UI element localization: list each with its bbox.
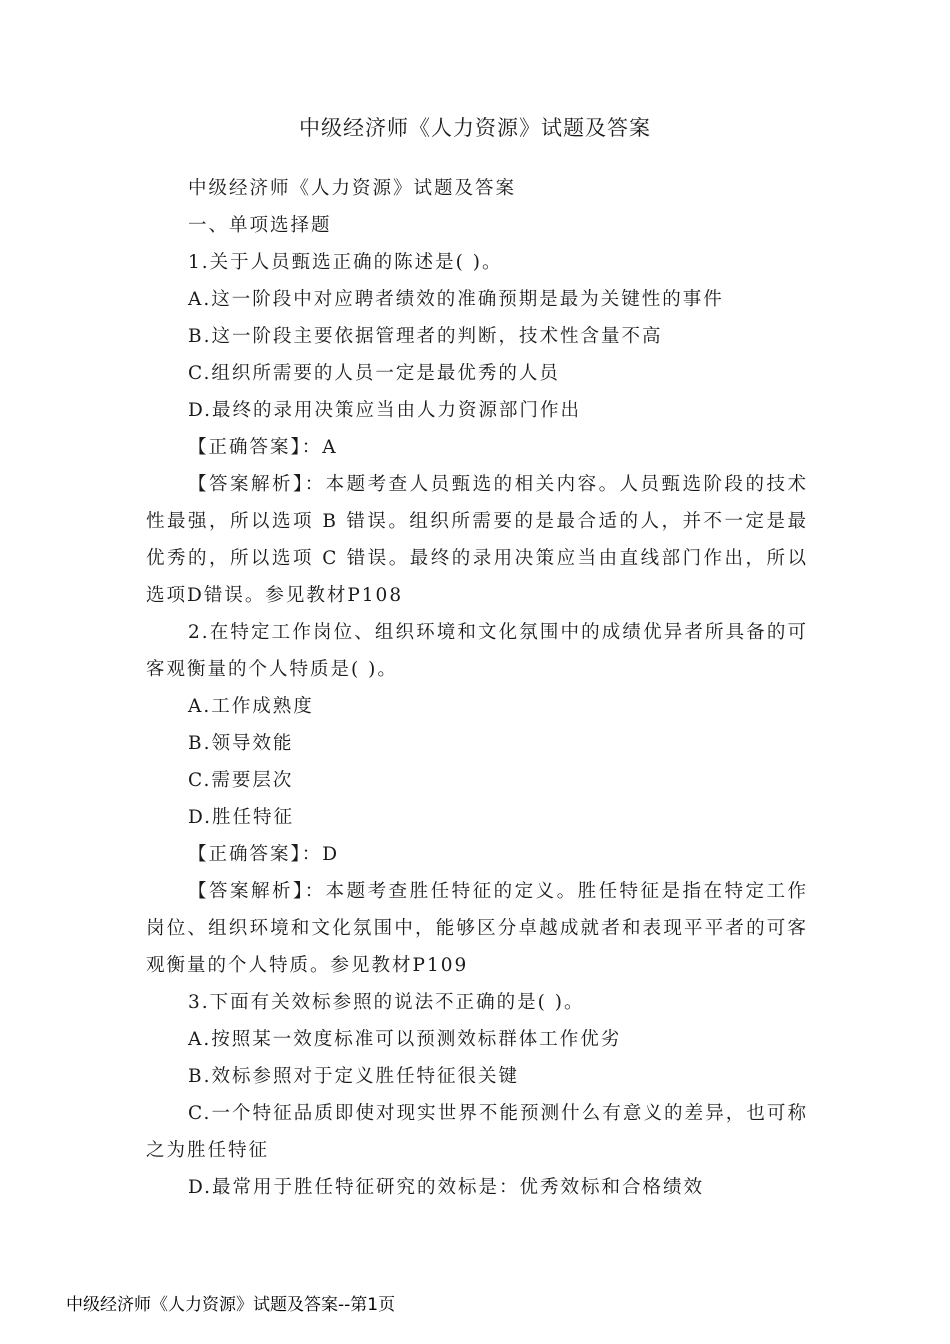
question-1-option-b: B.这一阶段主要依据管理者的判断，技术性含量不高 <box>188 326 663 347</box>
page-title: 中级经济师《人力资源》试题及答案 <box>299 116 651 140</box>
page-footer: 中级经济师《人力资源》试题及答案--第1页 <box>66 1295 396 1315</box>
question-2-option-b: B.领导效能 <box>188 733 294 754</box>
question-1-option-a: A.这一阶段中对应聘者绩效的准确预期是最为关键性的事件 <box>188 289 724 310</box>
question-2-explanation: 【答案解析】：本题考查胜任特征的定义。胜任特征是指在特定工作岗位、组织环境和文化氛围中，能够区分卓越成就者和表现平平者的可客观衡量的个人特质。参见教材P109 <box>146 881 808 976</box>
question-1: 1.关于人员甄选正确的陈述是( )。 <box>188 252 503 273</box>
question-2-answer: 【正确答案】：D <box>188 844 340 865</box>
question-3-option-d: D.最常用于胜任特征研究的效标是：优秀效标和合格绩效 <box>188 1177 705 1198</box>
question-2-option-d: D.胜任特征 <box>188 807 295 828</box>
question-3: 3.下面有关效标参照的说法不正确的是( )。 <box>188 992 585 1013</box>
question-3-option-b: B.效标参照对于定义胜任特征很关键 <box>188 1066 519 1087</box>
question-2: 2.在特定工作岗位、组织环境和文化氛围中的成绩优异者所具备的可客观衡量的个人特质是( )。 <box>146 622 808 680</box>
question-3-option-c: C.一个特征品质即使对现实世界不能预测什么有意义的差异，也可称之为胜任特征 <box>146 1103 808 1161</box>
question-2-option-c: C.需要层次 <box>188 770 294 791</box>
document-body <box>146 170 808 1206</box>
question-2-option-a: A.工作成熟度 <box>188 696 314 717</box>
question-1-answer: 【正确答案】：A <box>188 437 338 458</box>
section-heading: 一、单项选择题 <box>188 215 332 236</box>
question-1-explanation: 【答案解析】：本题考查人员甄选的相关内容。人员甄选阶段的技术性最强，所以选项 B 错误。组织所需要的是最合适的人，并不一定是最优秀的，所以选项 C 错误。最终的录用决策应当由直线部门作出，所以选项D错误。参见教材P108 <box>146 474 808 606</box>
question-1-option-c: C.组织所需要的人员一定是最优秀的人员 <box>188 363 560 384</box>
question-3-option-a: A.按照某一效度标准可以预测效标群体工作优劣 <box>188 1029 622 1050</box>
question-1-option-d: D.最终的录用决策应当由人力资源部门作出 <box>188 400 582 421</box>
doc-subtitle: 中级经济师《人力资源》试题及答案 <box>188 178 517 199</box>
